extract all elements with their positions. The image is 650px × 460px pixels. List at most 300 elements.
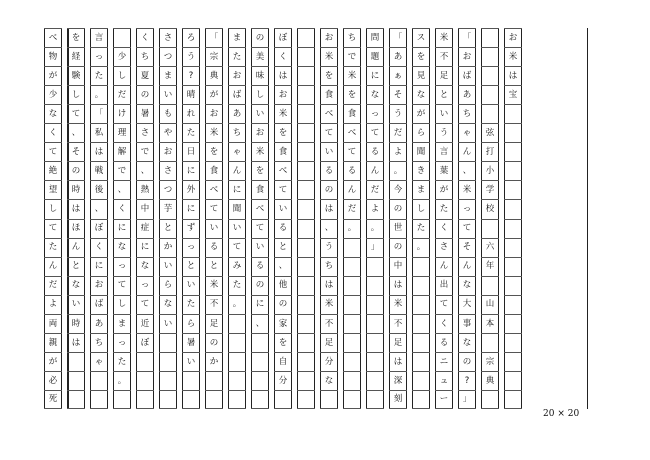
manuscript-cell: て	[113, 276, 131, 295]
manuscript-cell: 「	[389, 28, 407, 47]
manuscript-cell	[297, 276, 315, 295]
manuscript-cell	[251, 352, 269, 371]
manuscript-cell: 、	[90, 199, 108, 218]
manuscript-cell: あ	[389, 47, 407, 66]
manuscript-cell: お	[504, 28, 522, 47]
manuscript-cell: ほ	[67, 219, 85, 238]
manuscript-cell: 食	[251, 180, 269, 199]
manuscript-cell: 」	[458, 390, 476, 409]
manuscript-cell: い	[67, 295, 85, 314]
manuscript-cell: お	[320, 28, 338, 47]
manuscript-cell: 暑	[182, 333, 200, 352]
manuscript-cell: そ	[389, 85, 407, 104]
manuscript-cell: つ	[159, 47, 177, 66]
manuscript-cell: 絶	[44, 161, 62, 180]
manuscript-cell: 宗	[205, 47, 223, 66]
manuscript-column	[366, 28, 384, 409]
manuscript-cell: 足	[435, 66, 453, 85]
manuscript-cell: 米	[435, 28, 453, 47]
manuscript-cell: の	[458, 352, 476, 371]
manuscript-cell: て	[343, 142, 361, 161]
manuscript-cell	[481, 104, 499, 123]
manuscript-cell: 今	[389, 180, 407, 199]
manuscript-cell	[504, 123, 522, 142]
manuscript-cell: は	[389, 276, 407, 295]
manuscript-cell: お	[251, 123, 269, 142]
manuscript-cell: ん	[435, 257, 453, 276]
manuscript-column	[458, 28, 476, 409]
manuscript-cell: の	[389, 199, 407, 218]
manuscript-cell	[274, 390, 292, 409]
manuscript-cell: っ	[90, 47, 108, 66]
manuscript-cell	[297, 85, 315, 104]
manuscript-cell: し	[67, 85, 85, 104]
manuscript-cell	[366, 276, 384, 295]
manuscript-cell: て	[136, 295, 154, 314]
manuscript-cell: る	[320, 161, 338, 180]
manuscript-cell: 食	[205, 161, 223, 180]
manuscript-cell: ー	[435, 390, 453, 409]
manuscript-cell	[504, 104, 522, 123]
manuscript-cell: 味	[251, 66, 269, 85]
manuscript-cell: べ	[251, 199, 269, 218]
manuscript-cell: 事	[458, 314, 476, 333]
manuscript-cell: そ	[67, 142, 85, 161]
manuscript-cell: 分	[274, 371, 292, 390]
manuscript-cell	[297, 390, 315, 409]
manuscript-cell: た	[90, 66, 108, 85]
manuscript-cell	[182, 371, 200, 390]
manuscript-column	[251, 28, 269, 409]
manuscript-cell: く	[44, 123, 62, 142]
manuscript-cell	[90, 390, 108, 409]
manuscript-cell: っ	[113, 257, 131, 276]
manuscript-cell: の	[274, 295, 292, 314]
manuscript-cell: 晴	[182, 85, 200, 104]
manuscript-cell	[90, 371, 108, 390]
manuscript-cell: 、	[136, 161, 154, 180]
manuscript-cell: 、	[113, 180, 131, 199]
manuscript-cell: て	[67, 104, 85, 123]
manuscript-cell	[504, 161, 522, 180]
manuscript-cell	[343, 295, 361, 314]
manuscript-cell: だ	[44, 276, 62, 295]
manuscript-cell: 不	[205, 295, 223, 314]
manuscript-cell: が	[435, 180, 453, 199]
manuscript-cell: し	[44, 199, 62, 218]
manuscript-cell	[412, 390, 430, 409]
manuscript-cell: い	[159, 257, 177, 276]
manuscript-cell: 望	[44, 180, 62, 199]
manuscript-cell: 足	[389, 333, 407, 352]
manuscript-column	[343, 28, 361, 409]
manuscript-cell: ま	[412, 180, 430, 199]
manuscript-cell	[251, 390, 269, 409]
manuscript-cell: て	[458, 219, 476, 238]
manuscript-cell: さ	[435, 238, 453, 257]
manuscript-cell: う	[182, 47, 200, 66]
manuscript-cell: ら	[412, 123, 430, 142]
manuscript-cell	[412, 276, 430, 295]
manuscript-cell: 聞	[412, 142, 430, 161]
manuscript-cell: あ	[458, 85, 476, 104]
manuscript-cell: あ	[228, 104, 246, 123]
manuscript-cell: た	[412, 219, 430, 238]
manuscript-cell: お	[228, 66, 246, 85]
manuscript-cell: 言	[435, 142, 453, 161]
manuscript-column	[320, 28, 338, 409]
manuscript-cell: ニ	[435, 352, 453, 371]
manuscript-cell: し	[113, 295, 131, 314]
manuscript-cell: 典	[481, 371, 499, 390]
manuscript-cell: ん	[366, 161, 384, 180]
manuscript-column	[274, 28, 292, 409]
manuscript-cell: ば	[90, 295, 108, 314]
manuscript-cell: に	[366, 66, 384, 85]
manuscript-cell	[343, 314, 361, 333]
manuscript-cell: に	[182, 199, 200, 218]
manuscript-cell: る	[366, 142, 384, 161]
manuscript-cell: ?	[458, 371, 476, 390]
manuscript-cell	[297, 333, 315, 352]
manuscript-cell: を	[274, 123, 292, 142]
manuscript-cell: 「	[90, 104, 108, 123]
manuscript-cell	[228, 333, 246, 352]
manuscript-cell: 少	[44, 85, 62, 104]
manuscript-cell: っ	[113, 333, 131, 352]
manuscript-cell	[366, 314, 384, 333]
manuscript-column	[481, 28, 499, 409]
manuscript-cell: な	[458, 333, 476, 352]
manuscript-cell	[136, 371, 154, 390]
manuscript-cell	[251, 333, 269, 352]
manuscript-cell: く	[136, 28, 154, 47]
manuscript-cell	[159, 352, 177, 371]
manuscript-cell	[205, 371, 223, 390]
manuscript-cell: 。	[228, 295, 246, 314]
manuscript-cell: お	[90, 276, 108, 295]
manuscript-cell: 経	[67, 47, 85, 66]
manuscript-cell	[228, 390, 246, 409]
manuscript-cell	[228, 352, 246, 371]
manuscript-cell: 大	[458, 295, 476, 314]
manuscript-cell: っ	[366, 104, 384, 123]
manuscript-cell: で	[113, 161, 131, 180]
manuscript-cell	[297, 371, 315, 390]
manuscript-cell: あ	[90, 314, 108, 333]
manuscript-cell	[228, 371, 246, 390]
manuscript-cell: は	[67, 333, 85, 352]
manuscript-cell: 理	[113, 123, 131, 142]
manuscript-cell: の	[251, 28, 269, 47]
manuscript-cell: よ	[366, 199, 384, 218]
manuscript-cell: る	[274, 219, 292, 238]
manuscript-cell	[343, 333, 361, 352]
manuscript-cell	[343, 238, 361, 257]
manuscript-column	[297, 28, 315, 409]
manuscript-cell: 」	[366, 238, 384, 257]
manuscript-cell: 、	[458, 161, 476, 180]
manuscript-cell: 私	[90, 123, 108, 142]
manuscript-cell: ち	[228, 123, 246, 142]
manuscript-cell: ゃ	[90, 352, 108, 371]
manuscript-cell: て	[274, 180, 292, 199]
manuscript-cell: 米	[274, 104, 292, 123]
manuscript-cell	[228, 314, 246, 333]
manuscript-cell	[481, 47, 499, 66]
manuscript-cell: て	[228, 238, 246, 257]
manuscript-cell: て	[251, 219, 269, 238]
manuscript-cell: で	[136, 142, 154, 161]
manuscript-cell: 山	[481, 295, 499, 314]
manuscript-cell: ん	[458, 257, 476, 276]
manuscript-cell: く	[90, 238, 108, 257]
manuscript-cell: ?	[182, 66, 200, 85]
manuscript-cell: 日	[182, 142, 200, 161]
manuscript-cell: ま	[159, 66, 177, 85]
manuscript-cell: る	[251, 257, 269, 276]
manuscript-cell: 見	[412, 66, 430, 85]
manuscript-cell: ぼ	[90, 219, 108, 238]
manuscript-cell: べ	[205, 180, 223, 199]
manuscript-cell: て	[44, 219, 62, 238]
manuscript-cell: 外	[182, 180, 200, 199]
manuscript-cell: な	[458, 276, 476, 295]
manuscript-cell: 不	[435, 47, 453, 66]
manuscript-cell: お	[274, 85, 292, 104]
manuscript-column	[90, 28, 108, 409]
manuscript-cell: に	[251, 295, 269, 314]
manuscript-cell: 。	[113, 371, 131, 390]
manuscript-cell	[481, 276, 499, 295]
manuscript-cell	[343, 276, 361, 295]
manuscript-cell: き	[412, 161, 430, 180]
manuscript-cell: 、	[251, 314, 269, 333]
manuscript-cell: は	[504, 66, 522, 85]
manuscript-cell	[504, 352, 522, 371]
manuscript-cell: た	[113, 352, 131, 371]
manuscript-cell: ち	[320, 257, 338, 276]
manuscript-cell	[504, 333, 522, 352]
manuscript-cell: ん	[343, 180, 361, 199]
manuscript-column	[205, 28, 223, 409]
manuscript-cell	[136, 352, 154, 371]
manuscript-cell	[504, 142, 522, 161]
manuscript-cell: 。	[366, 219, 384, 238]
manuscript-cell: て	[320, 123, 338, 142]
manuscript-cell: ち	[90, 333, 108, 352]
manuscript-cell: が	[412, 104, 430, 123]
manuscript-cell: 出	[435, 276, 453, 295]
manuscript-cell: 米	[320, 295, 338, 314]
manuscript-cell: う	[320, 238, 338, 257]
manuscript-cell: 弦	[481, 123, 499, 142]
manuscript-cell: ぼ	[136, 333, 154, 352]
manuscript-cell: と	[67, 257, 85, 276]
manuscript-cell: を	[274, 333, 292, 352]
manuscript-cell	[366, 371, 384, 390]
manuscript-cell: な	[113, 238, 131, 257]
manuscript-cell: た	[182, 123, 200, 142]
manuscript-cell: や	[159, 123, 177, 142]
manuscript-cell	[481, 66, 499, 85]
manuscript-column	[389, 28, 407, 409]
manuscript-cell: さ	[159, 161, 177, 180]
manuscript-cell: が	[205, 85, 223, 104]
manuscript-cell: は	[320, 199, 338, 218]
manuscript-cell: い	[435, 104, 453, 123]
manuscript-cell: で	[343, 47, 361, 66]
manuscript-cell	[412, 371, 430, 390]
manuscript-cell	[205, 390, 223, 409]
manuscript-cell: 他	[274, 276, 292, 295]
manuscript-cell: 米	[389, 295, 407, 314]
manuscript-cell: し	[113, 66, 131, 85]
manuscript-cell: が	[44, 352, 62, 371]
manuscript-cell: ら	[159, 276, 177, 295]
manuscript-cell: 中	[389, 257, 407, 276]
manuscript-cell: 症	[136, 219, 154, 238]
manuscript-cell	[297, 238, 315, 257]
manuscript-cell: く	[274, 47, 292, 66]
manuscript-cell	[297, 47, 315, 66]
manuscript-cell: な	[366, 85, 384, 104]
manuscript-cell	[297, 161, 315, 180]
manuscript-cell: 必	[44, 371, 62, 390]
manuscript-cell: い	[159, 314, 177, 333]
manuscript-cell: べ	[343, 123, 361, 142]
manuscript-cell: べ	[320, 104, 338, 123]
manuscript-cell: に	[228, 180, 246, 199]
manuscript-cell	[481, 333, 499, 352]
manuscript-cell: 。	[90, 85, 108, 104]
manuscript-cell: よ	[44, 295, 62, 314]
manuscript-cell: 典	[205, 66, 223, 85]
manuscript-cell: は	[274, 66, 292, 85]
manuscript-cell	[504, 371, 522, 390]
manuscript-cell	[251, 371, 269, 390]
manuscript-cell: が	[44, 66, 62, 85]
manuscript-cell: 米	[458, 180, 476, 199]
manuscript-cell: 言	[90, 28, 108, 47]
manuscript-cell: 米	[343, 66, 361, 85]
manuscript-column	[504, 28, 522, 409]
manuscript-cell: の	[136, 85, 154, 104]
manuscript-cell	[159, 371, 177, 390]
manuscript-cell: よ	[389, 142, 407, 161]
manuscript-column	[159, 28, 177, 409]
manuscript-cell	[297, 295, 315, 314]
manuscript-cell	[343, 352, 361, 371]
manuscript-cell: ろ	[182, 28, 200, 47]
manuscript-cell: お	[159, 142, 177, 161]
manuscript-cell: さ	[136, 123, 154, 142]
manuscript-cell	[297, 314, 315, 333]
manuscript-cell: の	[67, 161, 85, 180]
manuscript-column	[67, 28, 85, 409]
manuscript-cell: は	[389, 352, 407, 371]
manuscript-cell: く	[435, 219, 453, 238]
manuscript-cell: 宗	[481, 352, 499, 371]
manuscript-cell: だ	[343, 199, 361, 218]
manuscript-cell: べ	[44, 28, 62, 47]
manuscript-cell: 校	[481, 199, 499, 218]
manuscript-cell: い	[320, 142, 338, 161]
manuscript-cell: ち	[458, 104, 476, 123]
manuscript-cell: 少	[113, 47, 131, 66]
manuscript-cell	[159, 390, 177, 409]
manuscript-cell: さ	[159, 28, 177, 47]
manuscript-cell: 時	[67, 314, 85, 333]
manuscript-cell: 後	[90, 180, 108, 199]
manuscript-cell: な	[136, 257, 154, 276]
manuscript-cell	[297, 352, 315, 371]
manuscript-cell: っ	[458, 199, 476, 218]
manuscript-cell: い	[182, 276, 200, 295]
manuscript-sheet	[48, 28, 588, 409]
manuscript-cell: る	[343, 161, 361, 180]
manuscript-cell: ゃ	[458, 123, 476, 142]
manuscript-cell	[67, 390, 85, 409]
manuscript-cell	[366, 295, 384, 314]
manuscript-cell: の	[320, 180, 338, 199]
manuscript-cell: も	[159, 104, 177, 123]
manuscript-cell: お	[458, 47, 476, 66]
manuscript-cell: べ	[274, 161, 292, 180]
manuscript-cell: に	[90, 257, 108, 276]
manuscript-column	[113, 28, 131, 409]
manuscript-cell: ュ	[435, 371, 453, 390]
manuscript-cell	[504, 276, 522, 295]
manuscript-cell: て	[366, 123, 384, 142]
manuscript-cell	[67, 371, 85, 390]
manuscript-cell: れ	[182, 104, 200, 123]
manuscript-cell: 「	[205, 28, 223, 47]
manuscript-cell: し	[251, 85, 269, 104]
manuscript-cell: 時	[67, 180, 85, 199]
manuscript-cell: ず	[182, 219, 200, 238]
manuscript-cell: ん	[228, 161, 246, 180]
manuscript-cell: な	[412, 85, 430, 104]
manuscript-cell	[504, 314, 522, 333]
manuscript-cell: 足	[205, 314, 223, 333]
manuscript-cell: を	[205, 142, 223, 161]
manuscript-cell: だ	[113, 85, 131, 104]
manuscript-cell: て	[44, 142, 62, 161]
manuscript-column	[44, 28, 62, 409]
manuscript-cell: 中	[136, 199, 154, 218]
manuscript-cell: ち	[343, 28, 361, 47]
manuscript-cell: 米	[504, 47, 522, 66]
manuscript-cell	[320, 390, 338, 409]
manuscript-cell: 本	[481, 314, 499, 333]
manuscript-cell: て	[205, 199, 223, 218]
manuscript-cell: 「	[458, 28, 476, 47]
manuscript-cell	[113, 390, 131, 409]
manuscript-cell	[182, 390, 200, 409]
manuscript-column	[136, 28, 154, 409]
manuscript-cell: だ	[366, 180, 384, 199]
manuscript-cell: う	[389, 104, 407, 123]
manuscript-cell: は	[67, 199, 85, 218]
manuscript-cell: ま	[228, 28, 246, 47]
manuscript-cell: ら	[182, 314, 200, 333]
manuscript-cell: し	[412, 199, 430, 218]
manuscript-cell: 刻	[389, 390, 407, 409]
manuscript-cell: だ	[389, 123, 407, 142]
manuscript-cell: い	[182, 352, 200, 371]
manuscript-cell	[504, 180, 522, 199]
